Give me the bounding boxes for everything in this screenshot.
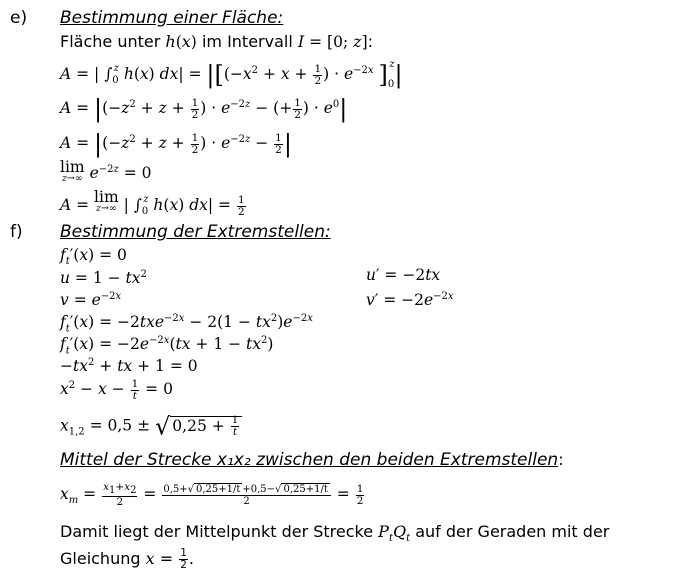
f-line-6: $x_{1,2} = 0,5$ ± √ 0,25 + $\frac{1}{t}$ [60,415,242,443]
f-line-7: $x_m$ = $\frac{x_1+x_2}{2}$ = $\frac{0,5+√ 0,25+1/t +0,5-√ 0,25+1/t}{2}$ = $\frac{1}{2}$ [60,481,364,509]
f-line-du: u′ = −2tx [366,266,441,284]
e-line-3: $A = |(-z^2 + z$ + $\frac{1}{2}$ ) · $e^{-2z}$ − $\frac{1}{2}$ | [60,130,292,159]
f-line-2: $f_t'(x) = -2txe^{-2x} - 2(1 - tx^2)e^{-2x}$ [60,313,313,335]
e-intro-line: Fläche unter h(x) im Intervall I = [0; z]: [60,32,374,51]
f-line-u: $u = 1 - tx^2$ [60,269,147,288]
f-line-1: $f_t'(x) = 0$ [60,246,127,268]
f-mid-heading: Mittel der Strecke x₁x₂ zwischen den beiden Extremstellen: [60,450,564,470]
f-line-3: $f_t'(x) = -2e^{-2x}(tx + 1 - tx^2)$ [60,335,274,357]
f-conclusion-1: Damit liegt der Mittelpunkt der Strecke $P_tQ_t$ auf der Geraden mit der [60,522,610,545]
e-line-5: A = lim z→∞ | $\int_0^z$ h(x) dx| = $\frac{1}{2}$ [60,188,245,218]
f-line-dv: $v' = -2e^{-2x}$ [366,291,454,310]
e-line-1: A = | $\int_0^z$ h(x) $dx| = |[(-x^2 + x$ + $\frac{1}{2}$ ) · $e^{-2x}$ ]$_0^z|$ [60,59,403,90]
heading-e: Bestimmung einer Fläche: [60,8,284,28]
f-line-v: $v = e^{-2x}$ [60,291,122,310]
f-conclusion-2: Gleichung x = $\frac{1}{2}$ . [60,547,194,571]
label-e: e) [10,8,28,28]
e-line-2: $A = |(-z^2 + z$ + $\frac{1}{2}$ ) · $e^{-2z}$ − (+ $\frac{1}{2}$ ) · $e^0|$ [60,95,348,124]
label-f: f) [10,222,23,242]
e-line-4: lim z→∞ $e^{-2z} = 0$ [60,158,152,184]
f-line-5: $x^2 - x$ − $\frac{1}{t}$ = 0 [60,377,173,402]
f-line-4: $-tx^2$ + tx + 1 = 0 [60,357,198,376]
heading-f: Bestimmung der Extremstellen: [60,222,331,242]
